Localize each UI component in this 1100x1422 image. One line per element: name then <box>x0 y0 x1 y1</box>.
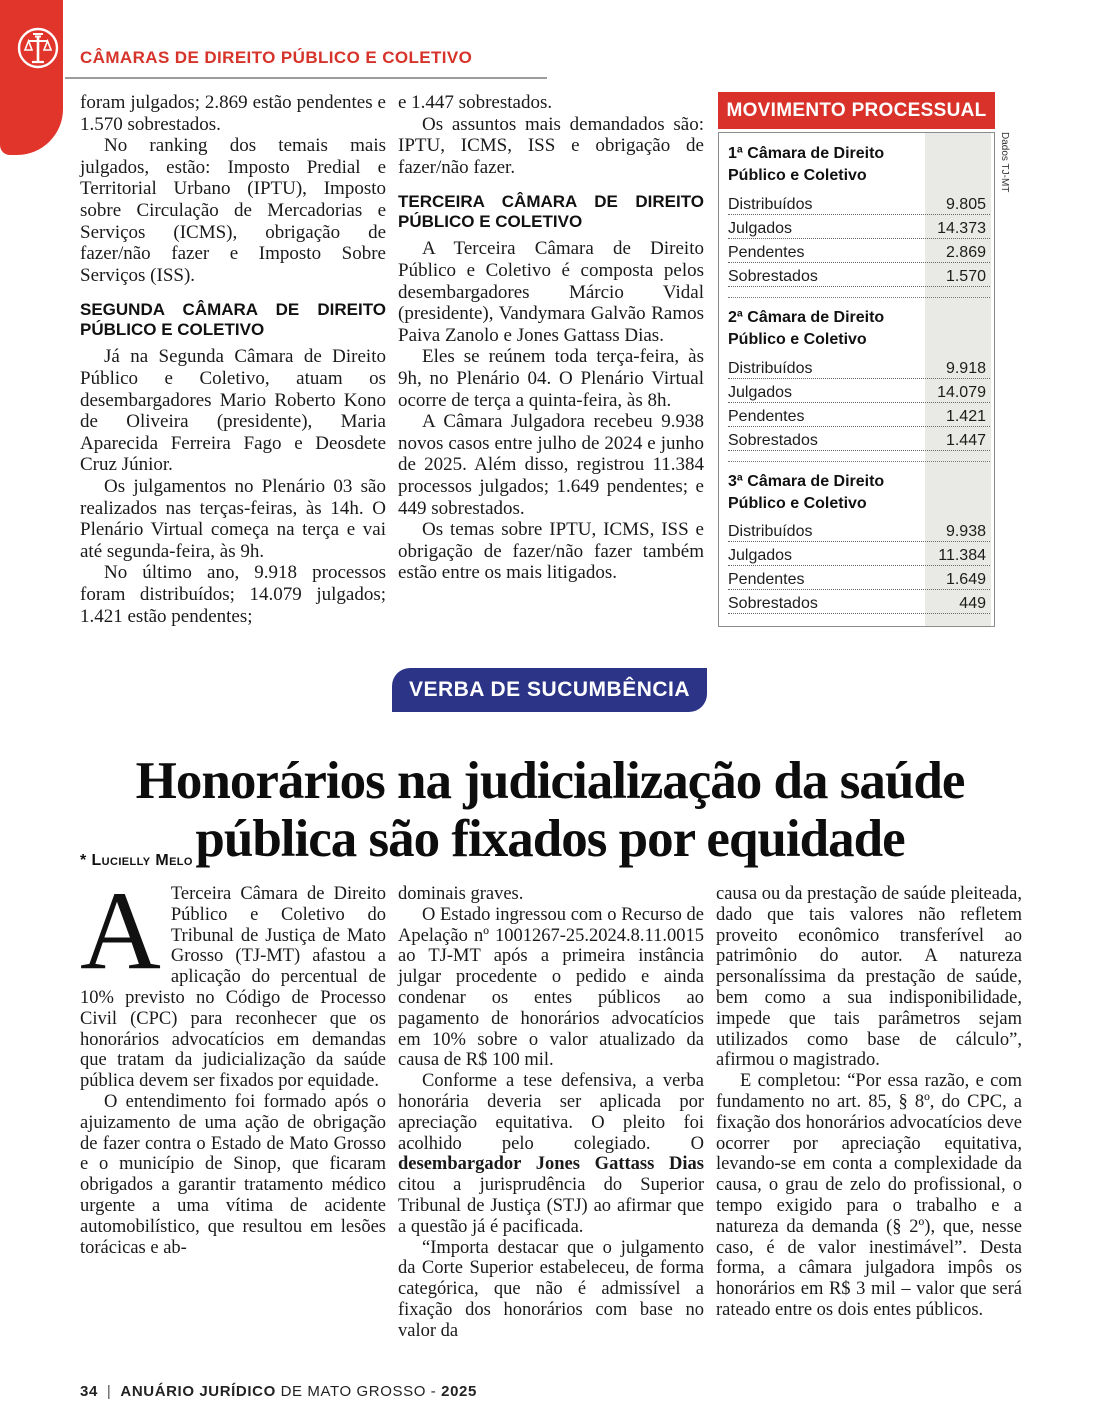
table-row <box>728 427 990 451</box>
table-row <box>728 263 990 287</box>
paragraph: E completou: “Por essa razão, e com fundamento no art. 85, § 8º, do CPC, a fixação dos honorários advocatícios deve ocorrer por apreciação equitativa, levando-se em conta a complexidade da causa, o grau de zelo do profissional, o tempo exigido para o trabalho e a natureza da demanda (§ 2º), que, nesse caso, é de valor inestimável”. Desta forma, a câmara julgadora impôs os honorários em R$ 3 mil – valor que será rateado entre os dois entes públicos. <box>716 1071 1022 1320</box>
feature-kicker-badge: VERBA DE SUCUMBÊNCIA <box>392 668 707 712</box>
row-value: 9.918 <box>945 359 986 377</box>
table-section-title: 3ª Câmara de Direito Público e Coletivo <box>728 472 885 512</box>
paragraph-text: citou a jurisprudência do Superior Tribunal de Justiça (STJ) ao afirmar que a questão já é pacificada. <box>398 1175 704 1237</box>
row-label: Pendentes <box>728 243 805 261</box>
paragraph: Os julgamentos no Plenário 03 são realizados nas terças-feiras, às 14h. O Plenário Virtual começa na terça e vai até segunda-feira, às 9h. <box>80 476 386 562</box>
row-value: 14.079 <box>937 383 986 401</box>
table-section-title: 1ª Câmara de Direito Público e Coletivo <box>728 145 885 185</box>
subsection-heading: TERCEIRA CÂMARA DE DIREITO PÚBLICO E COLETIVO <box>398 192 704 232</box>
paragraph: No ranking dos temais mais julgados, estão: Imposto Predial e Territorial Urbano (IPTU), Imposto sobre Circulação de Mercadorias e Serviços (ICMS), obrigação de fazer/não fazer e Imposto Sobre Serviços (ISS). <box>80 135 386 286</box>
row-label: Distribuídos <box>728 195 813 213</box>
paragraph: No último ano, 9.918 processos foram distribuídos; 14.079 julgados; 1.421 estão pendentes; <box>80 562 386 627</box>
table-section-3 <box>728 461 990 615</box>
paragraph: “Importa destacar que o julgamento da Corte Superior estabeleceu, de forma categórica, que não é admissível a fixação dos honorários com base no valor da <box>398 1237 704 1341</box>
row-label: Julgados <box>728 383 793 401</box>
feature-headline <box>55 752 1045 869</box>
table-source-credit: Dados TJ-MT <box>999 132 1010 193</box>
paragraph: Os temas sobre IPTU, ICMS, ISS e obrigação de fazer/não fazer também estão entre os mais litigados. <box>398 519 704 584</box>
row-label: Sobrestados <box>728 431 818 449</box>
feature-body <box>80 869 1025 1342</box>
footer-title <box>120 1383 477 1400</box>
paragraph: e 1.447 sobrestados. <box>398 92 553 113</box>
table-section-1 <box>728 143 990 287</box>
paragraph: A Câmara Julgadora recebeu 9.938 novos casos entre julho de 2024 e junho de 2025. Além disso, registrou 11.384 processos julgados; 1.649 pendentes; e 449 sobrestados. <box>398 411 704 519</box>
footer-year: 2025 <box>441 1383 477 1400</box>
row-label: Julgados <box>728 547 793 565</box>
row-value: 2.869 <box>945 243 986 261</box>
feature-column-1 <box>80 869 386 1342</box>
kicker-rule <box>65 77 547 79</box>
row-label: Sobrestados <box>728 595 818 613</box>
judge-name-bold: desembargador Jones Gattass Dias <box>398 1154 704 1175</box>
paragraph: O Estado ingressou com o Recurso de Apelação nº 1001267-25.2024.8.11.0015 ao TJ-MT após a primeira instância julgar procedente o pedido e ainda condenar os entes públicos ao pagamento de honorários advocatícios em 10% sobre o valor atualizado da causa de R$ 100 mil. <box>398 904 704 1071</box>
row-value: 1.570 <box>945 267 986 285</box>
paragraph: O entendimento foi formado após o ajuizamento de uma ação de obrigação de fazer contra o Estado de Mato Grosso e o município de Sinop, que ficaram obrigados a garantir tratamento médico urgente a uma vítima de acidente automobilístico, que resultou em lesões torácicas e ab- <box>80 1091 386 1258</box>
table-section-title: 2ª Câmara de Direito Público e Coletivo <box>728 308 885 349</box>
page-number: 34 <box>80 1383 98 1400</box>
page-footer <box>80 1383 477 1400</box>
table-area <box>718 92 1025 627</box>
table-row <box>728 590 990 614</box>
paragraph: Os assuntos mais demandados são: IPTU, ICMS, ISS e obrigação de fazer/não fazer. <box>398 113 704 178</box>
table-row <box>728 542 990 566</box>
top-article-column-2 <box>398 92 704 627</box>
row-value: 9.938 <box>945 523 986 541</box>
table-row <box>728 403 990 427</box>
scales-of-justice-icon <box>15 25 61 71</box>
row-label: Julgados <box>728 219 793 237</box>
row-value: 1.649 <box>945 571 986 589</box>
table-row <box>728 239 990 263</box>
footer-title-rest: DE MATO GROSSO - <box>280 1383 437 1400</box>
paragraph: causa ou da prestação de saúde pleiteada, dado que tais valores não refletem proveito econômico transferível ao patrimônio do autor. A natureza personalíssima da prestação de saúde, bem como a sua indisponibilidade, impede que tais parâmetros sejam utilizados como base de cálculo”, afirmou o magistrado. <box>716 884 1022 1071</box>
subsection-heading: SEGUNDA CÂMARA DE DIREITO PÚBLICO E COLETIVO <box>80 300 386 340</box>
paragraph: Já na Segunda Câmara de Direito Público e Coletivo, atuam os desembargadores Mario Roberto Kono de Oliveira (presidente), Maria Aparecida Ferreira Fago e Deosdete Cruz Júnior. <box>80 346 386 476</box>
paragraph: foram julgados; 2.869 estão pendentes e 1.570 sobrestados. <box>80 92 386 135</box>
byline: * Lucielly Melo <box>80 852 193 869</box>
paragraph <box>398 1071 704 1237</box>
paragraph-text: Terceira Câmara de Direito Público e Coletivo do Tribunal de Justiça de Mato Grosso (TJ-MT) afastou a aplicação do percentual de 10% previsto no Código de Processo Civil (CPC) para reconhecer que os honorários advocatícios em demandas que tratam da judicialização da saúde pública devem ser fixados por equidade. <box>80 884 386 1092</box>
paragraph: A Terceira Câmara de Direito Público e Coletivo é composta pelos desembargadores Márcio Vidal (presidente), Vandymara Galvão Ramos Paiva Zanolo e Jones Gattass Dias. <box>398 238 704 346</box>
table-row <box>728 566 990 590</box>
paragraph: Eles se reúnem toda terça-feira, às 9h, no Plenário 04. O Plenário Virtual ocorre de terça a quinta-feira, às 8h. <box>398 346 704 411</box>
table-row <box>728 355 990 379</box>
feature-column-3 <box>716 884 1022 1342</box>
row-label: Distribuídos <box>728 359 813 377</box>
table-row <box>728 191 990 215</box>
brand-corner <box>0 0 63 155</box>
movimento-processual-table <box>718 92 995 627</box>
top-article <box>80 92 1025 627</box>
lead-paragraph <box>80 869 386 1092</box>
drop-cap: A <box>80 869 161 993</box>
row-label: Sobrestados <box>728 267 818 285</box>
section-kicker: CÂMARAS DE DIREITO PÚBLICO E COLETIVO <box>80 48 473 67</box>
row-value: 11.384 <box>938 547 986 565</box>
table-title: MOVIMENTO PROCESSUAL <box>718 92 995 129</box>
row-label: Pendentes <box>728 407 805 425</box>
footer-title-bold: ANUÁRIO JURÍDICO <box>120 1383 276 1400</box>
row-label: Pendentes <box>728 571 805 589</box>
paragraph: dominais graves. <box>398 884 524 904</box>
feature-column-2 <box>398 884 704 1342</box>
headline-line-2: pública são fixados por equidade <box>195 809 905 868</box>
row-value: 14.373 <box>937 219 986 237</box>
table-body <box>718 132 995 627</box>
top-article-column-1 <box>80 92 386 627</box>
row-value: 1.421 <box>945 407 986 425</box>
row-value: 1.447 <box>945 431 986 449</box>
footer-separator: | <box>106 1383 112 1400</box>
table-row <box>728 379 990 403</box>
table-section-2 <box>728 297 990 451</box>
paragraph-text: Conforme a tese defensiva, a verba honorária deveria ser aplicada por apreciação equitativa. O pleito foi acolhido pelo colegiado. O <box>398 1071 704 1154</box>
table-row <box>728 215 990 239</box>
table-row <box>728 518 990 542</box>
row-label: Distribuídos <box>728 523 813 541</box>
row-value: 9.805 <box>945 195 986 213</box>
headline-line-1: Honorários na judicialização da saúde <box>135 751 965 810</box>
row-value: 449 <box>959 595 986 613</box>
